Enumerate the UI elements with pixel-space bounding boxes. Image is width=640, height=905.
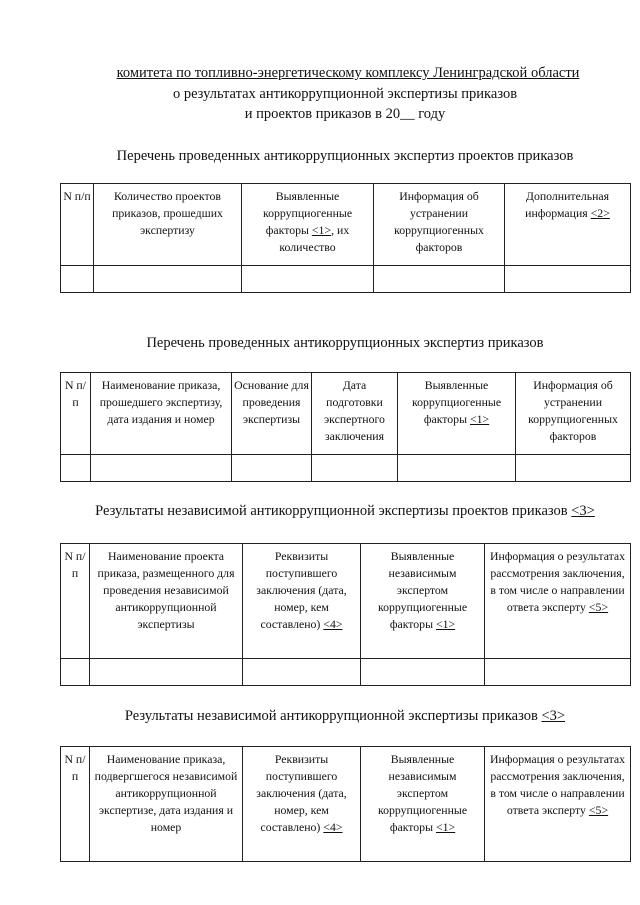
col-header-order-name: Наименование приказа, подвергшегося независимой антикоррупционной экспертизе, дата издания и номер bbox=[90, 747, 243, 862]
table-cell bbox=[242, 266, 374, 293]
table-independent-draft-expertise bbox=[60, 543, 631, 686]
col-header-factors: Выявленные коррупциогенные факторы <1>, их количество bbox=[242, 184, 374, 266]
col-header-factors: Выявленные независимым экспертом коррупциогенные факторы <1> bbox=[361, 747, 485, 862]
table-independent-orders-expertise bbox=[60, 746, 631, 862]
table-row bbox=[61, 455, 631, 482]
table-cell bbox=[398, 455, 516, 482]
table-cell bbox=[61, 455, 91, 482]
col-header-number: N п/п bbox=[61, 373, 91, 455]
col-header-elimination-info: Информация об устранении коррупциогенных факторов bbox=[516, 373, 631, 455]
table-row bbox=[61, 266, 631, 293]
table-cell bbox=[90, 659, 243, 686]
table-header-row bbox=[61, 373, 631, 455]
col-header-count: Количество проектов приказов, прошедших экспертизу bbox=[94, 184, 242, 266]
col-header-number: N п/п bbox=[61, 184, 94, 266]
table-cell bbox=[361, 659, 485, 686]
table-cell bbox=[374, 266, 505, 293]
table-cell bbox=[61, 659, 90, 686]
table-header-row bbox=[61, 544, 631, 659]
table-cell bbox=[485, 659, 631, 686]
section-title-1: Перечень проведенных антикоррупционных экспертиз проектов приказов bbox=[116, 148, 574, 164]
col-header-review-results: Информация о результатах рассмотрения заключения, в том числе о направлении ответа эксперту <5> bbox=[485, 544, 631, 659]
header-line-2: о результатах антикоррупционной экспертизы приказов bbox=[172, 86, 518, 102]
section-title-3: Результаты независимой антикоррупционной экспертизы проектов приказов <3> bbox=[95, 503, 595, 519]
col-header-number: N п/п bbox=[61, 747, 90, 862]
table-cell bbox=[312, 455, 398, 482]
col-header-review-results: Информация о результатах рассмотрения заключения, в том числе о направлении ответа эксперту <5> bbox=[485, 747, 631, 862]
table-cell bbox=[505, 266, 631, 293]
table-cell bbox=[61, 266, 94, 293]
table-row bbox=[61, 659, 631, 686]
col-header-conclusion-date: Дата подготовки экспертного заключения bbox=[312, 373, 398, 455]
col-header-conclusion-details: Реквизиты поступившего заключения (дата, номер, кем составлено) <4> bbox=[243, 747, 361, 862]
col-header-basis: Основание для проведения экспертизы bbox=[232, 373, 312, 455]
table-header-row bbox=[61, 747, 631, 862]
table-cell bbox=[516, 455, 631, 482]
col-header-draft-name: Наименование проекта приказа, размещенного для проведения независимой антикоррупционной экспертизы bbox=[90, 544, 243, 659]
header-line-1: комитета по топливно-энергетическому комплексу Ленинградской области bbox=[116, 65, 580, 81]
table-cell bbox=[232, 455, 312, 482]
table-orders-expertise bbox=[60, 372, 631, 482]
section-title-2: Перечень проведенных антикоррупционных экспертиз приказов bbox=[146, 335, 544, 351]
col-header-factors: Выявленные независимым экспертом коррупциогенные факторы <1> bbox=[361, 544, 485, 659]
table-cell bbox=[243, 659, 361, 686]
col-header-order-name: Наименование приказа, прошедшего экспертизу, дата издания и номер bbox=[91, 373, 232, 455]
col-header-factors: Выявленные коррупциогенные факторы <1> bbox=[398, 373, 516, 455]
section-title-4: Результаты независимой антикоррупционной экспертизы приказов <3> bbox=[124, 708, 566, 724]
col-header-number: N п/п bbox=[61, 544, 90, 659]
table-cell bbox=[91, 455, 232, 482]
col-header-additional-info: Дополнительная информация <2> bbox=[505, 184, 631, 266]
col-header-conclusion-details: Реквизиты поступившего заключения (дата, номер, кем составлено) <4> bbox=[243, 544, 361, 659]
table-cell bbox=[94, 266, 242, 293]
table-draft-orders-expertise bbox=[60, 183, 631, 293]
table-header-row bbox=[61, 184, 631, 266]
header-line-3: и проектов приказов в 20__ году bbox=[244, 106, 446, 122]
col-header-elimination-info: Информация об устранении коррупциогенных факторов bbox=[374, 184, 505, 266]
